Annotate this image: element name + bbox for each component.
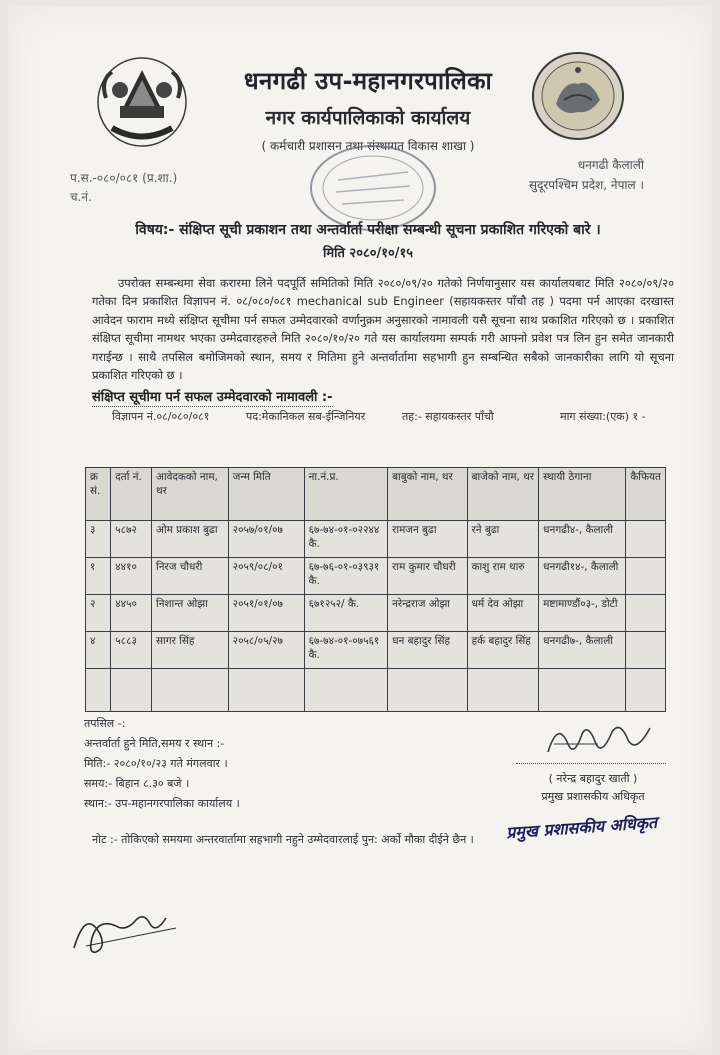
interview-place: स्थान:- उप-महानगरपालिका कार्यालय । (84, 797, 240, 810)
reference-number: प.स.-०८०/०८१ (प्र.शा.) (70, 171, 178, 185)
header-applicant: आवेदकको नाम, थर (152, 468, 229, 521)
cell-address: धनगढी१४-, कैलाली (539, 558, 626, 595)
cell-citizenship: ६७१२५२/ कै. (304, 595, 388, 632)
table-row (86, 521, 666, 558)
cell-applicant: निरज चौधरी (152, 558, 229, 595)
cell-grandfather: हर्क बहादुर सिंह (467, 632, 539, 669)
post-level: तह:- सहायकस्तर पाँचौ (402, 410, 494, 423)
cell-grandfather: काशु राम थारु (467, 558, 539, 595)
cell-father: नरेन्द्रराज ओझा (388, 595, 467, 632)
table-row-empty (86, 669, 666, 712)
notice-date: मिति २०८०/१०/१५ (322, 246, 414, 261)
cell-applicant: सागर सिंह (152, 632, 229, 669)
demand-count: माग संख्या:(एक) १ - (560, 410, 646, 423)
header-address: स्थायी ठेगाना (539, 468, 626, 521)
cell-grandfather: रने बुढा (467, 521, 539, 558)
cell-grandfather: धर्म देव ओझा (467, 595, 539, 632)
post-name: पद:मेकानिकल सब-ईन्जिनियर (246, 410, 366, 423)
interview-heading: अन्तर्वार्ता हुने मिति,समय र स्थान :- (84, 737, 225, 750)
cell-dob: २०५८/०५/२७ (228, 632, 304, 669)
cell-citizenship: ६७-७४-०१-०२२४४ कै. (304, 521, 388, 558)
cell-citizenship: ६७-७४-०१-०७५६१ कै. (304, 632, 388, 669)
candidate-table (85, 467, 666, 712)
signature-line (516, 763, 666, 764)
cell-address: धनगढी४-, कैलाली (539, 521, 626, 558)
cell-dob: २०५१/०१/०७ (228, 595, 304, 632)
cell-father: धन बहादुर सिंह (388, 632, 467, 669)
notice-body (92, 274, 674, 384)
notice-subject: विषय:- संक्षिप्त सूची प्रकाशन तथा अन्तर्वार्ता परीक्षा सम्बन्धी सूचना प्रकाशित गरिएको बारे । (135, 222, 601, 238)
tapasil-label: तपसिल -: (84, 717, 126, 730)
cell-dob: २०५७/०१/०७ (228, 521, 304, 558)
cell-citizenship: ६७-७६-०१-०३९३१ कै. (304, 558, 388, 595)
header-grandfather: बाजेको नाम, थर (467, 468, 539, 521)
officer-name: ( नरेन्द्र बहादुर खाती ) (548, 772, 638, 785)
cell-address: मष्टामाण्डौं०३-, डोटी (539, 595, 626, 632)
officer-block (498, 770, 688, 806)
footer-block (84, 714, 240, 814)
address-province: सुदूरपश्चिम प्रदेश, नेपाल । (528, 178, 644, 192)
cell-remarks (626, 632, 666, 669)
cell-reg-no: ४४१० (111, 558, 152, 595)
cell-serial: ४ (86, 632, 111, 669)
cell-father: राम कुमार चौधरी (388, 558, 467, 595)
table-header-row (86, 468, 666, 521)
cell-reg-no: ४४५० (111, 595, 152, 632)
header-dob: जन्म मिति (228, 468, 304, 521)
initials-signature (66, 898, 186, 958)
list-heading: संक्षिप्त सूचीमा पर्न सफल उम्मेदवारको नामावली :- (92, 387, 333, 407)
table-row (86, 558, 666, 595)
cell-serial: २ (86, 595, 111, 632)
dispatch-number: च.नं. (70, 190, 92, 204)
table-row (86, 632, 666, 669)
address-city: धनगढी कैलाली (577, 158, 644, 172)
interview-date: मिति:- २०८०/१०/२३ गते मंगलवार । (84, 757, 228, 770)
interview-time: समय:- बिहान ८.३० बजे । (84, 777, 190, 790)
office-subtitle: नगर कार्यपालिकाको कार्यालय (265, 107, 471, 129)
header-serial: क्र सं. (86, 468, 111, 521)
cell-applicant: निशान्त ओझा (152, 595, 229, 632)
office-title: धनगढी उप-महानगरपालिका (243, 67, 493, 95)
notice-body-text: उपरोक्त सम्बन्धमा सेवा करारमा लिने पदपूर्ति समितिको मिति २०८०/०९/२० गतेको निर्णयानुसार यस कार्यालयबाट मिति २०८०/०९/२० गतेका दिन प्रकाशित विज्ञापन नं. ०८/०८०/०८१ mechanical sub Engineer (सहायकस्तर पाँचौ तह ) पदमा पर्न आएका दरखास्त आवेदन फाराम मध्ये संक्षिप्त सूचीमा पर्न सफल उम्मेदवारको वर्णानुक्रम अनुसारको नामावली यसै सूचना साथ प्रकाशित गरिएको छ । प्रकाशित संक्षिप्त सूचीमा नामथर भएका उम्मेदवारहरुले मिति २०८०/१०/२० गते यस कार्यालयमा सम्पर्क गरी आफ्नो प्रवेश पत्र लिन हुन समेत जानकारी गराईन्छ । साथै तपसिल बमोजिमको स्थान, समय र मितिमा हुने अन्तर्वार्तामा सहभागी हुन सम्बन्धित सबैको जानकारीका लागि यो सूचना प्रकाशित गरिएको छ । (92, 276, 674, 383)
document-sheet (8, 6, 712, 1049)
cell-remarks (626, 595, 666, 632)
header-remarks: कैफियत (626, 468, 666, 521)
cell-remarks (626, 558, 666, 595)
handwritten-title: प्रमुख प्रशासकीय अधिकृत (505, 812, 658, 843)
cell-father: रामजन बुढा (388, 521, 467, 558)
header-reg-no: दर्ता नं. (111, 468, 152, 521)
header-citizenship: ना.नं.प्र. (304, 468, 388, 521)
cell-applicant: ओम प्रकाश बुढा (152, 521, 229, 558)
cell-reg-no: ५८७२ (111, 521, 152, 558)
cell-serial: १ (86, 558, 111, 595)
cell-remarks (626, 521, 666, 558)
notice-note: नोट :- तोकिएको समयमा अन्तरवार्तामा सहभागी नहुने उम्मेदवारलाई पुन: अर्को मौका दीईने छैन । (92, 833, 474, 846)
officer-title: प्रमुख प्रशासकीय अधिकृत (541, 790, 645, 803)
cell-serial: ३ (86, 521, 111, 558)
branch-name: ( कर्मचारी प्रशासन तथा संस्थागत विकास शाखा ) (261, 139, 475, 153)
header-father: बाबुको नाम, थर (388, 468, 467, 521)
cell-reg-no: ५८८३ (111, 632, 152, 669)
advertisement-number: विज्ञापन नं.०८/०८०/०८१ (112, 410, 210, 423)
table-row (86, 595, 666, 632)
officer-signature (538, 714, 668, 764)
cell-address: धनगढी७-, कैलाली (539, 632, 626, 669)
cell-dob: २०५९/०८/०१ (228, 558, 304, 595)
